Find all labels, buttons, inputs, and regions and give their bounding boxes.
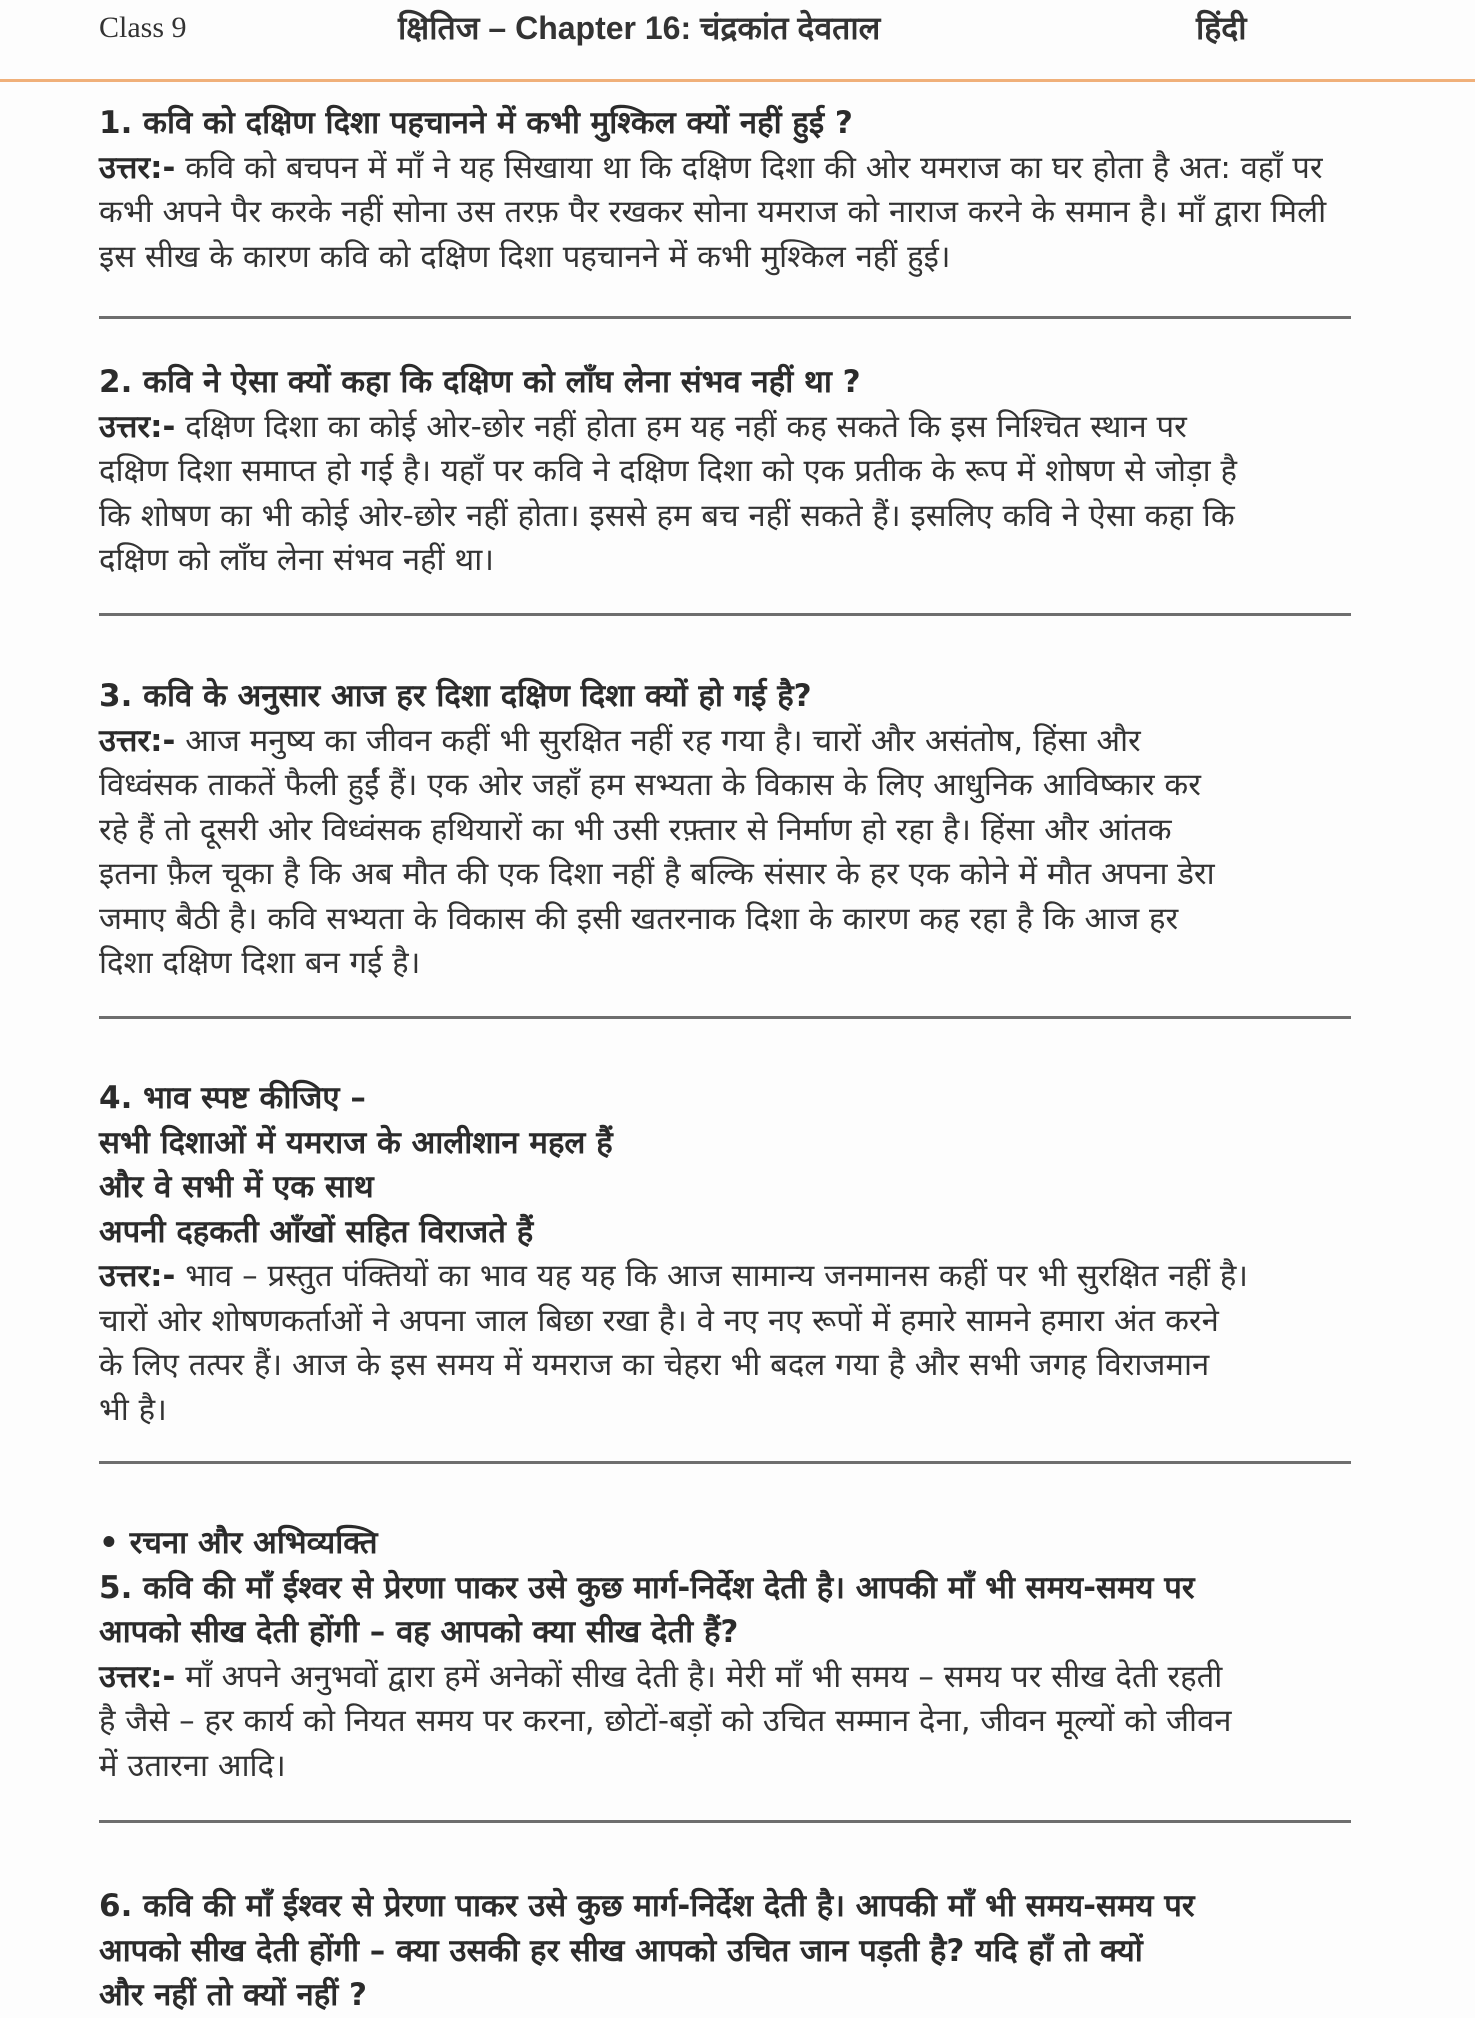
answer-line: भी है। bbox=[99, 1391, 167, 1428]
chapter-title: क्षितिज – Chapter 16: चंद्रकांत देवताल bbox=[398, 10, 881, 46]
answer-line: इस सीख के कारण कवि को दक्षिण दिशा पहचानने में कभी मुश्किल नहीं हुई। bbox=[99, 238, 951, 275]
answer-label: उत्तर:- bbox=[99, 149, 176, 186]
answer-first-line bbox=[99, 1655, 1399, 1700]
question-line: 2. कवि ने ऐसा क्यों कहा कि दक्षिण को लाँघ लेना संभव नहीं था ? bbox=[99, 364, 861, 400]
question-line: अपनी दहकती आँखों सहित विराजते हैं bbox=[99, 1213, 534, 1250]
divider bbox=[99, 316, 1351, 319]
question-block-2 bbox=[99, 360, 1399, 583]
answer-line: कि शोषण का भी कोई ओर-छोर नहीं होता। इससे हम बच नहीं सकते हैं। इसलिए कवि ने ऐसा कहा कि bbox=[99, 497, 1235, 534]
answer-line: रहे हैं तो दूसरी ओर विध्वंसक हथियारों का भी उसी रफ़्तार से निर्माण हो रहा है। हिंसा और आंतक bbox=[99, 811, 1172, 848]
answer-line: के लिए तत्पर हैं। आज के इस समय में यमराज का चेहरा भी बदल गया है और सभी जगह विराजमान bbox=[99, 1347, 1210, 1383]
answer-first-line bbox=[99, 405, 1399, 450]
answer-line: विध्वंसक ताकतें फैली हुईं हैं। एक ओर जहाँ हम सभ्यता के विकास के लिए आधुनिक आविष्कार कर bbox=[99, 767, 1201, 803]
answer-line: दक्षिण दिशा समाप्त हो गई है। यहाँ पर कवि ने दक्षिण दिशा को एक प्रतीक के रूप में शोषण से जोड़ा है bbox=[99, 453, 1238, 489]
answer-line: है जैसे – हर कार्य को नियत समय पर करना, छोटों-बड़ों को उचित सम्मान देना, जीवन मूल्यों को जीवन bbox=[99, 1703, 1232, 1739]
divider bbox=[99, 1820, 1351, 1823]
answer-line: इतना फ़ैल चूका है कि अब मौत की एक दिशा नहीं है बल्कि संसार के हर एक कोने में मौत अपना डेरा bbox=[99, 856, 1215, 892]
question-block-5 bbox=[99, 1521, 1399, 1788]
question-block-6 bbox=[99, 1884, 1399, 2018]
answer-line: चारों ओर शोषणकर्ताओं ने अपना जाल बिछा रखा है। वे नए नए रूपों में हमारे सामने हमारा अंत करने bbox=[99, 1302, 1219, 1339]
answer-line: दक्षिण को लाँघ लेना संभव नहीं था। bbox=[99, 542, 494, 578]
answer-first-line bbox=[99, 1254, 1399, 1299]
question-line: • रचना और अभिव्यक्ति bbox=[99, 1525, 378, 1561]
divider bbox=[99, 613, 1351, 616]
question-line: आपको सीख देती होंगी – वह आपको क्या सीख देती हैं? bbox=[99, 1614, 739, 1650]
answer-line: दिशा दक्षिण दिशा बन गई है। bbox=[99, 945, 421, 981]
question-line: 4. भाव स्पष्ट कीजिए – bbox=[99, 1080, 366, 1116]
question-line: 3. कवि के अनुसार आज हर दिशा दक्षिण दिशा क्यों हो गई है? bbox=[99, 678, 812, 714]
answer-label: उत्तर:- bbox=[99, 1258, 176, 1294]
answer-line: कभी अपने पैर करके नहीं सोना उस तरफ़ पैर रखकर सोना यमराज को नाराज करने के समान है। माँ द्वारा मिली bbox=[99, 194, 1327, 230]
answer-first-line bbox=[99, 719, 1399, 764]
question-line: 5. कवि की माँ ईश्वर से प्रेरणा पाकर उसे कुछ मार्ग-निर्देश देती है। आपकी माँ भी समय-समय पर bbox=[99, 1569, 1195, 1606]
header-divider bbox=[0, 79, 1475, 82]
answer-text: माँ अपने अनुभवों द्वारा हमें अनेकों सीख देती है। मेरी माँ भी समय – समय पर सीख देती रहती bbox=[175, 1658, 1223, 1695]
question-line: सभी दिशाओं में यमराज के आलीशान महल हैं bbox=[99, 1124, 613, 1161]
answer-line: में उतारना आदि। bbox=[99, 1747, 286, 1784]
answer-text: दक्षिण दिशा का कोई ओर-छोर नहीं होता हम यह नहीं कह सकते कि इस निश्चित स्थान पर bbox=[175, 408, 1187, 445]
answer-text: भाव – प्रस्तुत पंक्तियों का भाव यह यह कि आज सामान्य जनमानस कहीं पर भी सुरक्षित नहीं है। bbox=[175, 1258, 1249, 1294]
answer-line: जमाए बैठी है। कवि सभ्यता के विकास की इसी खतरनाक दिशा के कारण कह रहा है कि आज हर bbox=[99, 900, 1179, 937]
divider bbox=[99, 1461, 1351, 1464]
answer-text: आज मनुष्य का जीवन कहीं भी सुरक्षित नहीं रह गया है। चारों और असंतोष, हिंसा और bbox=[175, 722, 1141, 759]
answer-text: कवि को बचपन में माँ ने यह सिखाया था कि दक्षिण दिशा की ओर यमराज का घर होता है अत: वहाँ पर bbox=[175, 149, 1323, 186]
question-line: आपको सीख देती होंगी – क्या उसकी हर सीख आपको उचित जान पड़ती है? यदि हाँ तो क्यों bbox=[99, 1932, 1143, 1969]
answer-label: उत्तर:- bbox=[99, 1658, 176, 1695]
answer-first-line bbox=[99, 146, 1399, 191]
question-block-4 bbox=[99, 1076, 1399, 1432]
question-line: 6. कवि की माँ ईश्वर से प्रेरणा पाकर उसे कुछ मार्ग-निर्देश देती है। आपकी माँ भी समय-समय पर bbox=[99, 1888, 1195, 1924]
question-block-3 bbox=[99, 674, 1399, 986]
answer-label: उत्तर:- bbox=[99, 408, 176, 445]
answer-label: उत्तर:- bbox=[99, 722, 176, 759]
question-line: और वे सभी में एक साथ bbox=[99, 1169, 374, 1205]
question-block-1 bbox=[99, 101, 1399, 279]
divider bbox=[99, 1016, 1351, 1019]
subject-label: हिंदी bbox=[1196, 9, 1247, 47]
question-line: और नहीं तो क्यों नहीं ? bbox=[99, 1977, 368, 2013]
question-line: 1. कवि को दक्षिण दिशा पहचानने में कभी मुश्किल क्यों नहीं हुई ? bbox=[99, 105, 853, 141]
class-label: Class 9 bbox=[99, 11, 187, 44]
